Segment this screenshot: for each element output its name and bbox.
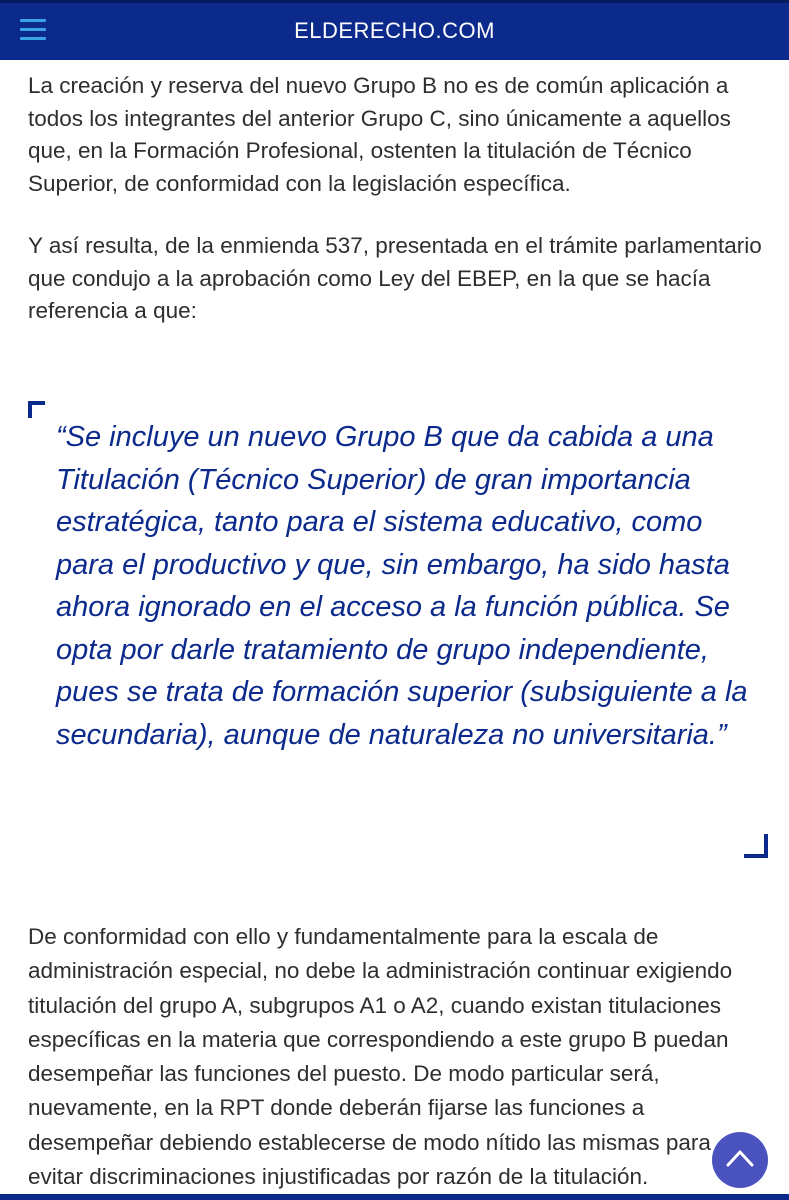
chevron-up-icon (726, 1148, 754, 1168)
article-paragraph: De conformidad con ello y fundamentalmente para la escala de administración especial, no debe la administración continuar exigiendo titulación del grupo A, subgrupos A1 o A2, cuando existan titulaciones específicas en la materia que correspondiendo a este grupo B puedan desempeñar las funciones del puesto. De modo particular será, nuevamente, en la RPT donde deberán fijarse las funciones a desempeñar debiendo establecerse de modo nítido las mismas para evitar discriminaciones injustificadas por razón de la titulación. (28, 924, 733, 1190)
top-nav-bar (0, 0, 789, 60)
quote-text: “Se incluye un nuevo Grupo B que da cabida a una Titulación (Técnico Superior) de gran importancia estratégica, tanto para el sistema educativo, como para el productivo y que, sin embargo, ha sido hasta ahora ignorado en el acceso a la función pública. Se opta por darle tratamiento de grupo independiente, pues se trata de formación superior (subsiguiente a la secundaria), aunque de naturaleza no universitaria.” (56, 421, 748, 751)
site-title[interactable]: ELDERECHO.COM (294, 18, 495, 43)
article-paragraph: La creación y reserva del nuevo Grupo B no es de común aplicación a todos los integrantes del anterior Grupo C, sino únicamente a aquellos que, en la Formación Profesional, ostenten la titulación de Técnico Superior, de conformidad con la legislación específica. (28, 73, 731, 196)
bottom-bar (0, 1194, 789, 1200)
article-paragraph: Y así resulta, de la enmienda 537, presentada en el trámite parlamentario que condujo a la aprobación como Ley del EBEP, en la que se hacía referencia a que: (28, 233, 762, 323)
scroll-to-top-button[interactable] (712, 1132, 768, 1188)
quote-open-corner-icon (28, 401, 45, 418)
quote-close-corner-icon (744, 834, 768, 858)
blockquote (28, 396, 768, 926)
